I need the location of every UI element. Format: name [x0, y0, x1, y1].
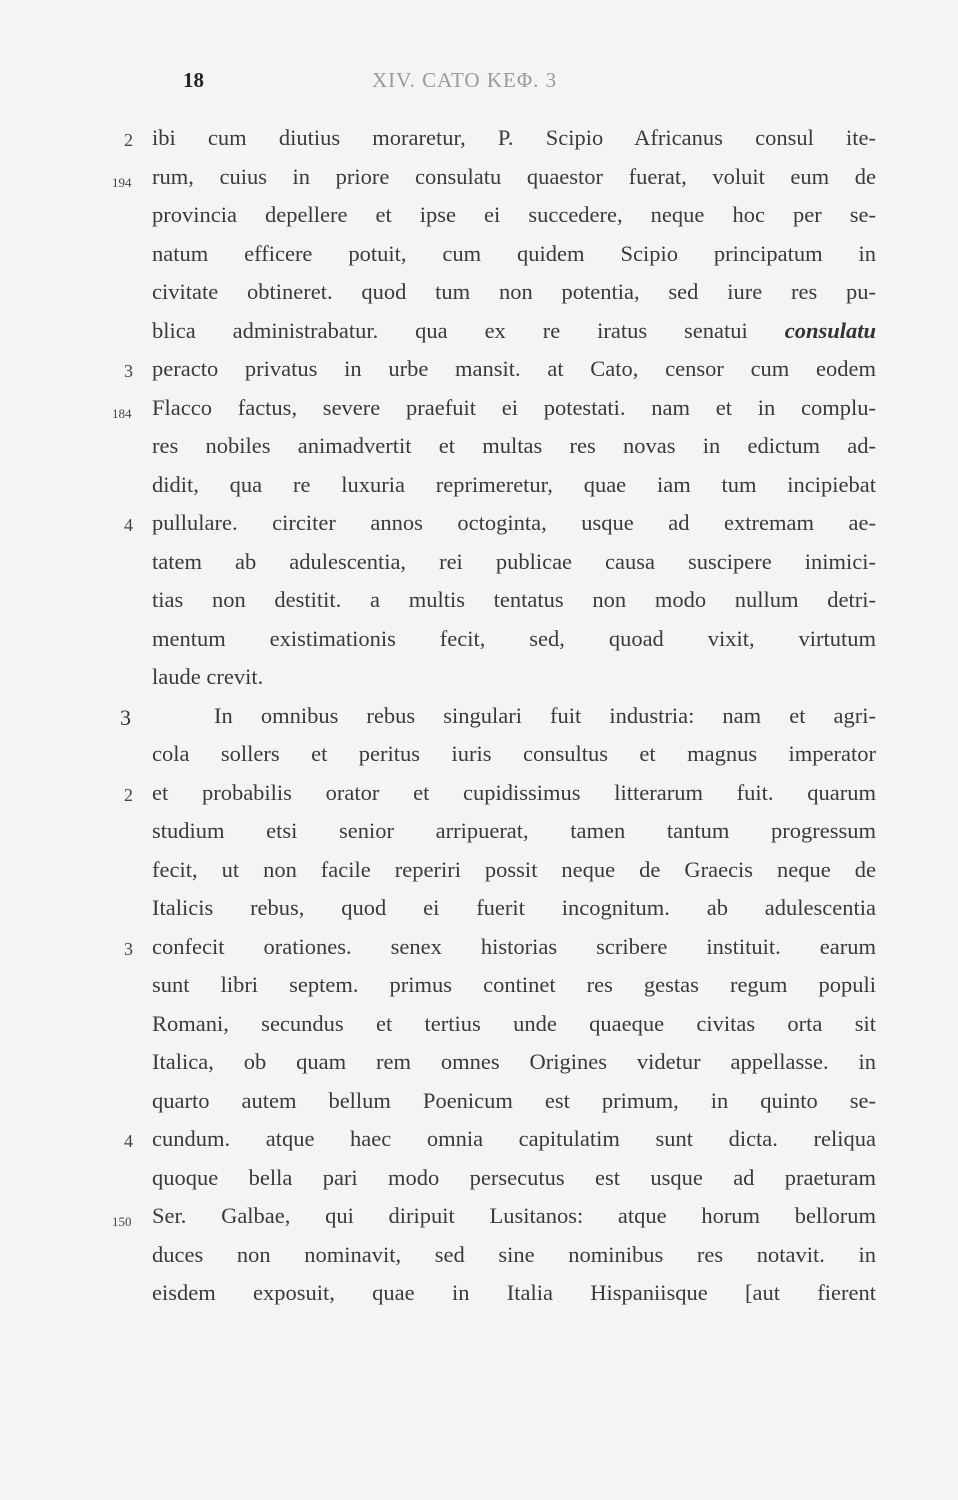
- text-line: [152, 1047, 876, 1086]
- line-text: rum, cuius in priore consulatu quaestor fuerat, voluit eum de: [152, 163, 876, 189]
- line-text: tias non destitit. a multis tentatus non modo nullum detri-: [152, 587, 876, 612]
- text-line: [152, 1163, 876, 1202]
- margin-number: 4: [124, 1131, 133, 1151]
- line-text: Ser. Galbae, qui diripuit Lusitanos: atque horum bellorum: [152, 1203, 876, 1228]
- line-text: res nobiles animadvertit et multas res novas in edictum ad-: [152, 433, 876, 458]
- text-line: [152, 1009, 876, 1048]
- margin-number: 2: [124, 130, 133, 150]
- line-text: In omnibus rebus singulari fuit industria: nam et agri-: [214, 702, 876, 728]
- line-text: Flacco factus, severe praefuit ei potestati. nam et in complu-: [152, 394, 876, 420]
- line-text: Italicis rebus, quod ei fuerit incognitum. ab adulescentia: [152, 895, 876, 920]
- margin-number: 184: [112, 405, 132, 421]
- line-text: civitate obtineret. quod tum non potentia, sed iure res pu-: [152, 279, 876, 304]
- line-text: didit, qua re luxuria reprimeretur, quae iam tum incipiebat: [152, 471, 876, 497]
- text-line: [152, 1240, 876, 1279]
- text-line: [152, 662, 876, 701]
- text-line: [152, 547, 876, 586]
- text-line: [112, 393, 876, 432]
- text-line: [152, 200, 876, 239]
- line-text: mentum existimationis fecit, sed, quoad vixit, virtutum: [152, 625, 876, 651]
- text-line: [124, 1124, 876, 1163]
- line-text: cola sollers et peritus iuris consultus et magnus imperator: [152, 741, 876, 766]
- text-line: [152, 893, 876, 932]
- text-line: [112, 162, 876, 201]
- line-text: quarto autem bellum Poenicum est primum, in quinto se-: [152, 1087, 876, 1113]
- line-text: natum efficere potuit, cum quidem Scipio principatum in: [152, 240, 876, 266]
- body-text: [112, 123, 876, 1317]
- text-line: [152, 431, 876, 470]
- text-line: [124, 932, 876, 971]
- text-line: [152, 739, 876, 778]
- text-line: [152, 239, 876, 278]
- line-text: blica administrabatur. qua ex re iratus senatui: [152, 317, 785, 343]
- line-text: et probabilis orator et cupidissimus litterarum fuit. quarum: [152, 779, 876, 805]
- margin-number: 3: [120, 704, 131, 730]
- line-text: tatem ab adulescentia, rei publicae causa suscipere inimici-: [152, 548, 876, 574]
- text-line: [152, 316, 876, 355]
- line-text: pullulare. circiter annos octoginta, usque ad extremam ae-: [152, 510, 876, 535]
- margin-number: 150: [112, 1214, 132, 1229]
- line-text: sunt libri septem. primus continet res gestas regum populi: [152, 972, 876, 997]
- margin-number: 4: [124, 515, 133, 535]
- running-head-text: XIV. CATO ΚΕΦ. 3: [372, 68, 558, 92]
- text-line: [152, 855, 876, 894]
- italic-word: consulatu: [784, 317, 876, 343]
- text-line: [152, 470, 876, 509]
- text-line: [120, 701, 876, 740]
- line-text: eisdem exposuit, quae in Italia Hispaniisque [aut fierent: [152, 1280, 876, 1305]
- text-line: [152, 1278, 876, 1317]
- line-text: duces non nominavit, sed sine nominibus res notavit. in: [152, 1241, 876, 1267]
- margin-number: 194: [112, 174, 132, 190]
- margin-number: 3: [124, 938, 133, 959]
- text-line: [152, 585, 876, 624]
- line-text: peracto privatus in urbe mansit. at Cato, censor cum eodem: [152, 356, 876, 381]
- line-text: Italica, ob quam rem omnes Origines videtur appellasse. in: [152, 1049, 876, 1074]
- line-text: cundum. atque haec omnia capitulatim sunt dicta. reliqua: [152, 1126, 876, 1151]
- margin-number: 3: [124, 361, 133, 381]
- margin-number: 2: [124, 784, 133, 805]
- text-line: [124, 354, 876, 393]
- running-head: [372, 68, 557, 93]
- line-text: studium etsi senior arripuerat, tamen tantum progressum: [152, 818, 876, 843]
- page-number: 18: [183, 68, 204, 92]
- text-line: [124, 508, 876, 547]
- text-line: [124, 123, 876, 162]
- line-text: laude crevit.: [152, 664, 264, 689]
- line-text: quoque bella pari modo persecutus est usque ad praeturam: [152, 1164, 876, 1190]
- line-text: fecit, ut non facile reperiri possit neque de Graecis neque de: [152, 856, 876, 882]
- text-line: [152, 1086, 876, 1125]
- text-line: [152, 970, 876, 1009]
- line-text: Romani, secundus et tertius unde quaeque civitas orta sit: [152, 1010, 876, 1036]
- line-text: provincia depellere et ipse ei succedere, neque hoc per se-: [152, 202, 876, 227]
- text-line: [112, 1201, 876, 1240]
- text-line: [152, 624, 876, 663]
- text-line: [124, 778, 876, 817]
- text-line: [152, 277, 876, 316]
- text-line: [152, 816, 876, 855]
- line-text: confecit orationes. senex historias scribere instituit. earum: [152, 933, 876, 959]
- line-text: ibi cum diutius moraretur, P. Scipio Africanus consul ite-: [152, 125, 876, 150]
